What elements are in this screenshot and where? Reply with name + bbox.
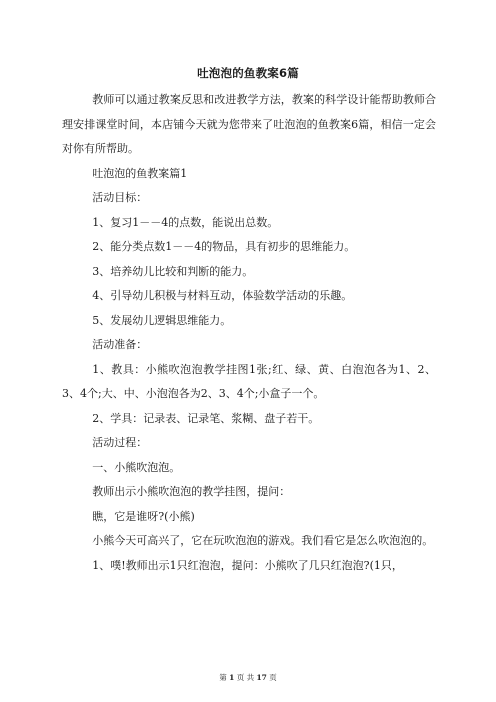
footer-middle: 页 共 [236,673,255,682]
process-paragraph: 瞧，它是谁呀?(小熊) [92,509,195,523]
goal-item: 1、复习1－－4的点数，能说出总数。 [92,215,279,229]
footer-prefix: 第 [219,673,227,682]
intro-paragraph: 教师可以通过教案反思和改进教学方法，教案的科学设计能帮助教师合理安排课堂时间，本店铺今天就为您带来了吐泡泡的鱼教案6篇，相信一定会对你有所帮助。 [62,93,436,155]
activity-goals-heading: 活动目标： [92,191,148,204]
process-paragraph: 教师出示小熊吹泡泡的教学挂图，提问： [92,485,291,498]
total-page-count: 17 [256,673,267,682]
goal-item: 2、能分类点数1－－4的物品，具有初步的思维能力。 [92,240,356,253]
document-body [62,88,436,578]
section-heading: 吐泡泡的鱼教案篇1 [92,166,188,180]
preparation-item: 1、教具：小熊吹泡泡教学挂图1张;红、绿、黄、白泡泡各为1、2、3、4个;大、中、小泡泡各为2、3、4个;小盒子一个。 [62,362,436,400]
preparation-heading: 活动准备： [92,338,148,351]
goal-item: 3、培养幼儿比较和判断的能力。 [92,264,254,278]
preparation-item: 2、学具：记录表、记录笔、浆糊、盘子若干。 [92,411,320,425]
process-step: 一、小熊吹泡泡。 [92,460,181,474]
process-heading: 活动过程： [92,436,148,449]
page-footer [0,673,496,683]
footer-suffix: 页 [269,673,277,682]
goal-item: 5、发展幼儿逻辑思维能力。 [92,313,232,327]
process-paragraph: 1、噗!教师出示1只红泡泡，提问：小熊吹了几只红泡泡?(1只， [92,558,403,572]
document-title: 吐泡泡的鱼教案6篇 [197,66,299,80]
current-page-number: 1 [229,673,235,682]
process-paragraph: 小熊今天可高兴了，它在玩吹泡泡的游戏。我们看它是怎么吹泡泡的。 [92,534,434,547]
goal-item: 4、引导幼儿积极与材料互动，体验数学活动的乐趣。 [92,289,353,302]
